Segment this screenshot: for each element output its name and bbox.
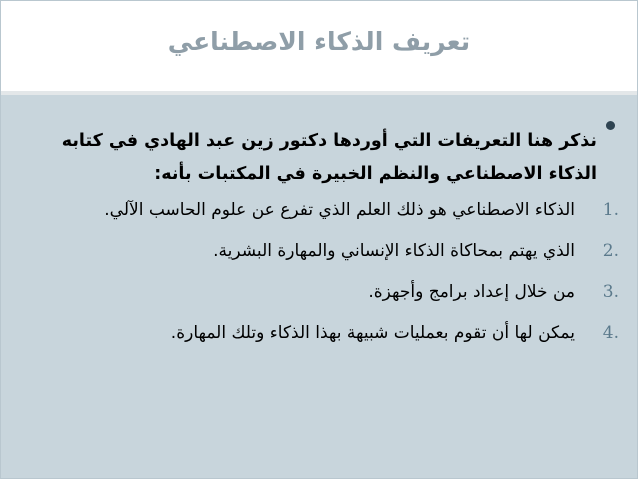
- bullet-icon: [606, 121, 615, 130]
- list-item-text: من خلال إعداد برامج وأجهزة.: [368, 282, 575, 302]
- list-item: [1, 197, 637, 237]
- list-item-text: يمكن لها أن تقوم بعمليات شبيهة بهذا الذكاء وتلك المهارة.: [170, 323, 575, 343]
- intro-bullet-text: نذكر هنا التعريفات التي أوردها دكتور زين عبد الهادي في كتابه الذكاء الاصطناعي والنظم الخبيرة في المكتبات بأنه:: [61, 130, 597, 184]
- title-area: [1, 1, 637, 91]
- list-item: [1, 279, 637, 319]
- list-item-number: 3.: [602, 282, 619, 302]
- list-item-number: 2.: [602, 241, 619, 261]
- list-item-text: الذكاء الاصطناعي هو ذلك العلم الذي تفرع عن علوم الحاسب الآلي.: [104, 200, 575, 220]
- list-item: [1, 238, 637, 278]
- list-item-text: الذي يهتم بمحاكاة الذكاء الإنساني والمهارة البشرية.: [213, 241, 575, 261]
- list-item-number: 1.: [602, 200, 619, 220]
- list-item-number: 4.: [602, 323, 619, 343]
- slide-title: تعريف الذكاء الاصطناعي: [167, 27, 471, 56]
- list-item: [1, 320, 637, 360]
